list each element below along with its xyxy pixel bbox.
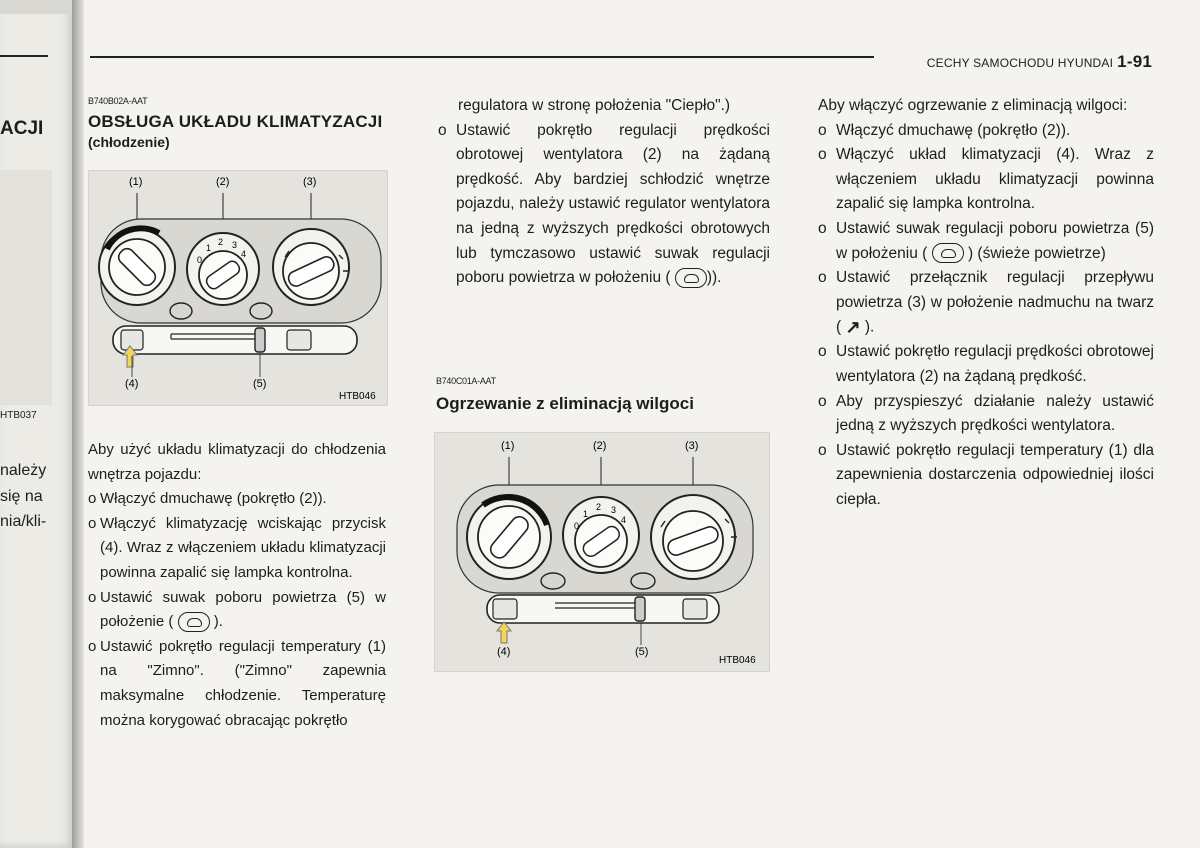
left-page-top-band xyxy=(0,0,76,14)
climate-panel-diagram xyxy=(435,433,769,671)
list-item: o Włączyć klimatyzację wciskając przycisk (4). Wraz z włączeniem układu klimatyzacji powinna zapalić się lampka kontrolna. xyxy=(88,512,386,586)
left-page-figure-fragment xyxy=(0,170,52,405)
figure-label-4: (4) xyxy=(497,646,511,658)
list-item: o Ustawić pokrętło regulacji temperatury (1) dla zapewnienia dostarczenia odpowiedniej ilości ciepła. xyxy=(818,439,1154,513)
list-marker: o xyxy=(818,219,827,237)
fan-speed-4: 4 xyxy=(621,515,627,525)
column-1 xyxy=(88,96,388,150)
fan-speed-3: 3 xyxy=(611,505,617,515)
list-marker: o xyxy=(438,121,447,139)
figure-code: HTB046 xyxy=(719,655,756,666)
climate-panel-diagram xyxy=(89,171,387,405)
figure-label-3: (3) xyxy=(685,440,699,452)
page-number: 1-91 xyxy=(1117,52,1152,71)
instruction-list xyxy=(818,119,1154,513)
section-code: B740C01A-AAT xyxy=(436,376,496,386)
list-marker: o xyxy=(818,392,827,410)
recirculation-icon xyxy=(675,268,707,288)
fan-speed-1: 1 xyxy=(583,509,589,519)
figure-label-5: (5) xyxy=(253,378,267,390)
figure-label-1: (1) xyxy=(501,440,515,452)
section-title: OBSŁUGA UKŁADU KLIMATYZACJI xyxy=(88,112,383,131)
figure-label-2: (2) xyxy=(593,440,607,452)
fresh-air-icon xyxy=(932,243,964,263)
fan-speed-1: 1 xyxy=(206,243,212,253)
continued-paragraph: regulatora w stronę położenia "Ciepło".) xyxy=(458,97,731,114)
column-1-text xyxy=(88,438,386,733)
fan-speed-3: 3 xyxy=(232,240,238,250)
intro-paragraph: Aby użyć układu klimatyzacji do chłodzenia wnętrza pojazdu: xyxy=(88,441,386,483)
list-marker: o xyxy=(818,343,827,361)
list-item: o Ustawić pokrętło regulacji prędkości obrotowej wentylatora (2) na żądaną prędkość. xyxy=(818,340,1154,389)
climate-control-figure xyxy=(434,432,770,672)
list-item: o Aby przyspieszyć działanie należy ustawić jedną z wyższych prędkości wentylatora. xyxy=(818,390,1154,439)
figure-label-1: (1) xyxy=(129,176,143,188)
section-code: B740B02A-AAT xyxy=(88,96,148,106)
section-subtitle: (chłodzenie) xyxy=(88,134,170,150)
section-title: CECHY SAMOCHODU HYUNDAI xyxy=(926,56,1114,70)
figure-label-2: (2) xyxy=(216,176,230,188)
list-marker: o xyxy=(818,269,827,287)
list-item: o Włączyć układ klimatyzacji (4). Wraz z włączeniem układu klimatyzacji powinna zapalić się lampka kontrolna. xyxy=(818,143,1154,217)
list-item: o Ustawić przełącznik regulacji przepływu powietrza (3) w położenie nadmuchu na twarz ( ↗ ). xyxy=(818,266,1154,340)
list-marker: o xyxy=(88,490,97,508)
fan-speed-0: 0 xyxy=(574,521,580,531)
face-vent-icon: ↗ xyxy=(845,317,861,338)
fan-speed-2: 2 xyxy=(596,502,602,512)
book-gutter xyxy=(72,0,84,848)
list-marker: o xyxy=(818,146,827,164)
list-item: o Ustawić suwak poboru powietrza (5) w położenie ( ). xyxy=(88,586,386,635)
column-2 xyxy=(438,94,770,291)
list-item: o Ustawić pokrętło regulacji prędkości obrotowej wentylatora (2) na żądaną prędkość. Aby bardziej schłodzić wnętrze pojazdu, należy ustawić regulator wentylatora na jedną z wyższych prędkości obrotowych lub tymczasowo ustawić suwak regulacji poboru powietrza w położeniu ( )). xyxy=(438,119,770,291)
fan-speed-2: 2 xyxy=(218,237,224,247)
fresh-air-icon xyxy=(178,612,210,632)
instruction-list xyxy=(88,487,386,733)
left-page-figure-code: HTB037 xyxy=(0,410,37,421)
left-page-heading-fragment: ACJI xyxy=(0,118,44,139)
column-3 xyxy=(818,94,1154,512)
figure-label-4: (4) xyxy=(125,378,139,390)
list-marker: o xyxy=(818,121,827,139)
list-marker: o xyxy=(88,588,97,606)
list-item: o Ustawić suwak regulacji poboru powietrza (5) w położeniu ( ) (świeże powietrze) xyxy=(818,217,1154,266)
figure-label-3: (3) xyxy=(303,176,317,188)
list-item: o Ustawić pokrętło regulacji temperatury (1) na "Zimno". ("Zimno" zapewnia maksymalne chłodzenie. Temperaturę można korygować obracając pokrętło xyxy=(88,635,386,733)
list-item: o Włączyć dmuchawę (pokrętło (2)). xyxy=(88,487,386,512)
intro-paragraph: Aby włączyć ogrzewanie z eliminacją wilgoci: xyxy=(818,97,1128,114)
climate-control-figure xyxy=(88,170,388,406)
left-page-text-line: nia/kli- xyxy=(0,513,47,530)
figure-code: HTB046 xyxy=(339,391,376,402)
section-title: Ogrzewanie z eliminacją wilgoci xyxy=(436,394,694,413)
figure-label-5: (5) xyxy=(635,646,649,658)
instruction-list xyxy=(438,119,770,291)
list-marker: o xyxy=(818,441,827,459)
list-marker: o xyxy=(88,637,97,655)
left-page-text-line: należy xyxy=(0,462,47,479)
list-item: o Włączyć dmuchawę (pokrętło (2)). xyxy=(818,119,1154,144)
left-page-rule xyxy=(0,55,48,57)
left-page-text-line: się na xyxy=(0,488,43,505)
header-rule xyxy=(90,56,874,58)
left-page-edge xyxy=(0,0,76,848)
fan-speed-0: 0 xyxy=(197,255,203,265)
fan-speed-4: 4 xyxy=(241,249,247,259)
list-marker: o xyxy=(88,514,97,532)
running-header xyxy=(927,52,1152,72)
